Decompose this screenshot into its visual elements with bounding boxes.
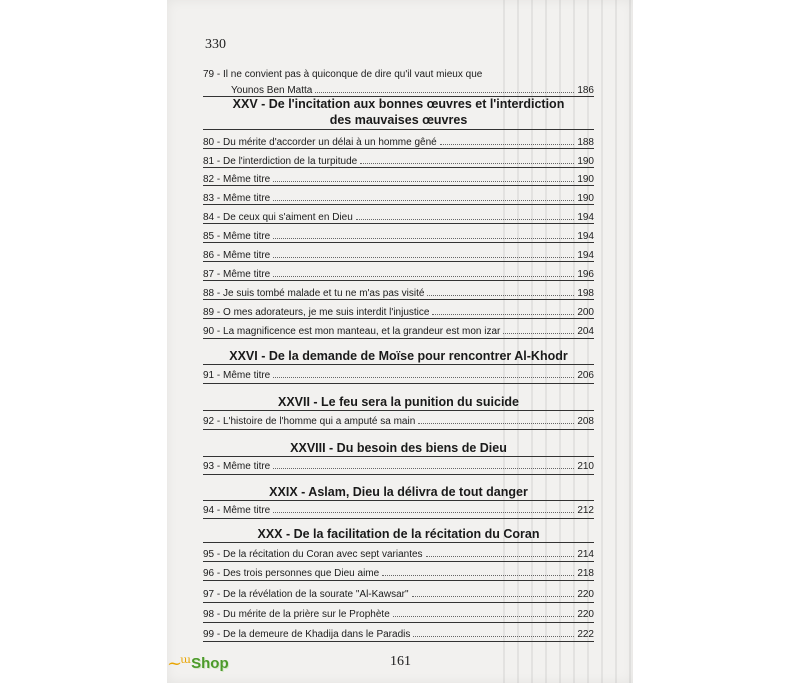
leader-dots bbox=[412, 596, 575, 597]
toc-entry-title: 86 - Même titre bbox=[203, 250, 271, 261]
row-rule bbox=[203, 641, 594, 642]
row-rule bbox=[203, 338, 594, 339]
toc-page-number: 222 bbox=[577, 629, 594, 640]
toc-entry-title: 89 - O mes adorateurs, je me suis interdit l'injustice bbox=[203, 307, 430, 318]
leader-dots bbox=[432, 314, 574, 315]
toc-page-number: 212 bbox=[577, 505, 594, 516]
toc-page-number: 194 bbox=[577, 250, 594, 261]
toc-entry-title: 82 - Même titre bbox=[203, 174, 271, 185]
toc-entry-title: 84 - De ceux qui s'aiment en Dieu bbox=[203, 212, 353, 223]
section-heading-xxix: XXIX - Aslam, Dieu la délivra de tout danger bbox=[269, 485, 528, 499]
row-rule bbox=[203, 561, 594, 562]
leader-dots bbox=[427, 295, 574, 296]
swirl-logo-icon: ~ᵚ bbox=[167, 652, 190, 674]
toc-page-number: 190 bbox=[577, 174, 594, 185]
leader-dots bbox=[315, 92, 574, 93]
leader-dots bbox=[273, 512, 574, 513]
leader-dots bbox=[426, 556, 575, 557]
row-rule bbox=[203, 185, 594, 186]
section-rule bbox=[203, 542, 594, 543]
toc-page-number: 188 bbox=[577, 137, 594, 148]
toc-entry-title: 79 - Il ne convient pas à quiconque de dire qu'il vaut mieux que bbox=[203, 69, 483, 80]
toc-page-number: 196 bbox=[577, 269, 594, 280]
toc-entry-title-cont: Younos Ben Matta bbox=[231, 85, 313, 96]
toc-page-number: 190 bbox=[577, 156, 594, 167]
row-rule bbox=[203, 518, 594, 519]
toc-entry bbox=[203, 226, 594, 242]
row-rule bbox=[203, 602, 594, 603]
toc-entry-title: 87 - Même titre bbox=[203, 269, 271, 280]
row-rule bbox=[203, 167, 594, 168]
toc-entry bbox=[203, 132, 594, 148]
shop-logo-text: Shop bbox=[191, 654, 229, 672]
row-rule bbox=[203, 622, 594, 623]
toc-entry-title: 83 - Même titre bbox=[203, 193, 271, 204]
section-heading-line: XXV - De l'incitation aux bonnes œuvres et l'interdiction bbox=[232, 97, 565, 111]
toc-entry-79-line1 bbox=[203, 64, 594, 80]
toc-entry bbox=[203, 151, 594, 167]
toc-page-number: 190 bbox=[577, 193, 594, 204]
toc-entry bbox=[203, 188, 594, 204]
leader-dots bbox=[273, 257, 574, 258]
row-rule bbox=[203, 242, 594, 243]
toc-entry bbox=[203, 500, 594, 516]
toc-page-number: 220 bbox=[577, 589, 594, 600]
section-rule bbox=[203, 129, 594, 130]
toc-page-number: 208 bbox=[577, 416, 594, 427]
toc-entry-title: 97 - De la révélation de la sourate "Al-Kawsar" bbox=[203, 589, 409, 600]
toc-entry-title: 85 - Même titre bbox=[203, 231, 271, 242]
toc-entry-title: 98 - Du mérite de la prière sur le Prophète bbox=[203, 609, 390, 620]
toc-entry bbox=[203, 302, 594, 318]
leader-dots bbox=[360, 163, 574, 164]
row-rule bbox=[203, 474, 594, 475]
page-number-bottom: 161 bbox=[390, 654, 411, 669]
toc-entry bbox=[203, 365, 594, 381]
section-heading-xxvi: XXVI - De la demande de Moïse pour rencontrer Al-Khodr bbox=[229, 349, 568, 363]
toc-page-number: 206 bbox=[577, 370, 594, 381]
toc-entry bbox=[203, 604, 594, 620]
leader-dots bbox=[356, 219, 575, 220]
toc-entry bbox=[203, 283, 594, 299]
row-rule bbox=[203, 383, 594, 384]
shop-logo[interactable] bbox=[167, 651, 229, 675]
toc-entry-title: 92 - L'histoire de l'homme qui a amputé sa main bbox=[203, 416, 416, 427]
leader-dots bbox=[503, 333, 574, 334]
toc-entry bbox=[203, 321, 594, 337]
toc-entry bbox=[203, 624, 594, 640]
leader-dots bbox=[413, 636, 574, 637]
section-heading-xxviii: XXVIII - Du besoin des biens de Dieu bbox=[290, 441, 507, 455]
toc-page-number: 186 bbox=[577, 85, 594, 96]
toc-entry bbox=[203, 584, 594, 600]
leader-dots bbox=[393, 616, 575, 617]
section-heading-line: des mauvaises œuvres bbox=[329, 113, 468, 127]
leader-dots bbox=[273, 276, 574, 277]
toc-entry bbox=[203, 207, 594, 223]
leader-dots bbox=[382, 575, 574, 576]
leader-dots bbox=[273, 181, 574, 182]
toc-page-number: 214 bbox=[577, 549, 594, 560]
row-rule bbox=[203, 148, 594, 149]
section-heading-xxv bbox=[203, 96, 594, 128]
toc-page-number: 218 bbox=[577, 568, 594, 579]
toc-entry-title: 88 - Je suis tombé malade et tu ne m'as pas visité bbox=[203, 288, 425, 299]
toc-entry-title: 99 - De la demeure de Khadija dans le Paradis bbox=[203, 629, 411, 640]
leader-dots bbox=[273, 238, 574, 239]
toc-page-number: 198 bbox=[577, 288, 594, 299]
row-rule bbox=[203, 204, 594, 205]
toc-entry bbox=[203, 456, 594, 472]
row-rule bbox=[203, 429, 594, 430]
row-rule bbox=[203, 223, 594, 224]
leader-dots bbox=[418, 423, 574, 424]
toc-page-number: 194 bbox=[577, 231, 594, 242]
row-rule bbox=[203, 580, 594, 581]
leader-dots bbox=[440, 144, 575, 145]
page-number-top: 330 bbox=[205, 37, 226, 52]
toc-entry-title: 91 - Même titre bbox=[203, 370, 271, 381]
leader-dots bbox=[273, 200, 574, 201]
row-rule bbox=[203, 280, 594, 281]
toc-entry bbox=[203, 264, 594, 280]
toc-entry-title: 93 - Même titre bbox=[203, 461, 271, 472]
toc-entry-title: 95 - De la récitation du Coran avec sept variantes bbox=[203, 549, 423, 560]
toc-page-number: 200 bbox=[577, 307, 594, 318]
section-heading-xxvii: XXVII - Le feu sera la punition du suicide bbox=[277, 395, 519, 409]
leader-dots bbox=[273, 377, 574, 378]
toc-entry-title: 96 - Des trois personnes que Dieu aime bbox=[203, 568, 380, 579]
toc-entry-title: 90 - La magnificence est mon manteau, et la grandeur est mon izar bbox=[203, 326, 501, 337]
toc-page-number: 220 bbox=[577, 609, 594, 620]
toc-entry bbox=[203, 169, 594, 185]
toc-entry bbox=[203, 245, 594, 261]
toc-entry bbox=[203, 563, 594, 579]
row-rule bbox=[203, 299, 594, 300]
toc-entry-title: 81 - De l'interdiction de la turpitude bbox=[203, 156, 358, 167]
toc-entry-79-line2 bbox=[231, 80, 594, 96]
row-rule bbox=[203, 261, 594, 262]
toc-page-number: 210 bbox=[577, 461, 594, 472]
row-rule bbox=[203, 318, 594, 319]
toc-entry bbox=[203, 544, 594, 560]
toc-entry bbox=[203, 411, 594, 427]
section-heading-xxx: XXX - De la facilitation de la récitation du Coran bbox=[257, 527, 540, 541]
toc-entry-title: 94 - Même titre bbox=[203, 505, 271, 516]
toc-page-number: 204 bbox=[577, 326, 594, 337]
leader-dots bbox=[273, 468, 574, 469]
toc-entry-title: 80 - Du mérite d'accorder un délai à un homme gêné bbox=[203, 137, 437, 148]
toc-page-number: 194 bbox=[577, 212, 594, 223]
